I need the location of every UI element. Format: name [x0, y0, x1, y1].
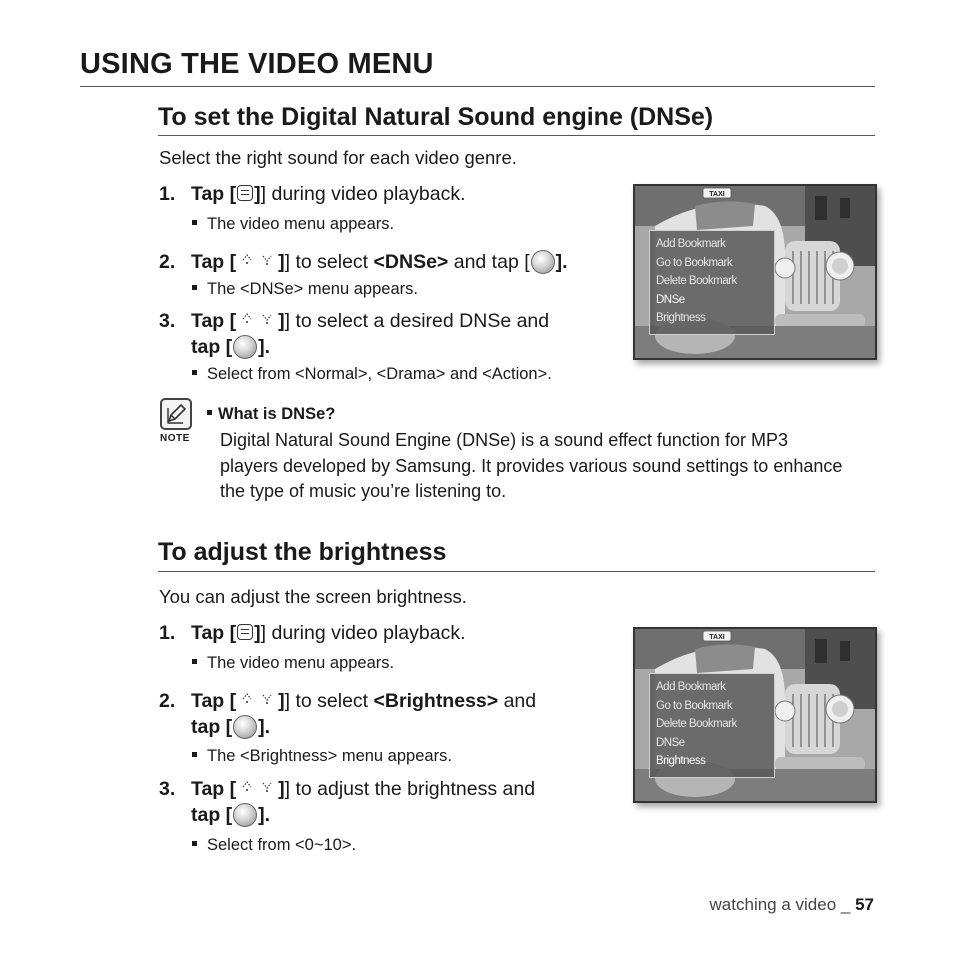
step-text: ].	[258, 804, 271, 826]
step-text: Tap [	[191, 183, 237, 205]
step-text: tap [	[191, 336, 233, 358]
menu-item-go-to-bookmark[interactable]: Go to Bookmark	[656, 699, 733, 712]
menu-item-add-bookmark[interactable]: Add Bookmark	[656, 238, 726, 250]
step-text: ] to adjust the brightness and	[284, 778, 536, 800]
step-text: Tap [	[191, 778, 237, 800]
section-intro-dnse: Select the right sound for each video genre.	[159, 147, 517, 168]
video-menu-panel	[649, 673, 775, 778]
page-footer	[710, 895, 874, 915]
menu-item-dnse[interactable]: DNSe	[656, 736, 685, 749]
note-pencil-icon	[160, 398, 192, 430]
note-label: NOTE	[160, 433, 190, 444]
up-down-arrows-icon	[237, 689, 277, 709]
step-3-dnse-result: Select from <Normal>, <Drama> and <Action>.	[192, 365, 552, 384]
step-2-dnse-result: The <DNSe> menu appears.	[192, 280, 418, 299]
select-button-icon	[531, 250, 555, 274]
section-intro-brightness: You can adjust the screen brightness.	[159, 586, 467, 607]
section-rule-dnse	[158, 135, 875, 136]
step-1-brightness-result: The video menu appears.	[192, 654, 394, 673]
taxi-sign-text: TAXI	[709, 191, 725, 198]
menu-item-dnse[interactable]: DNSe	[656, 293, 685, 306]
menu-item-brightness[interactable]: Brightness	[656, 755, 706, 767]
menu-item-go-to-bookmark[interactable]: Go to Bookmark	[656, 256, 733, 269]
menu-item-delete-bookmark[interactable]: Delete Bookmark	[656, 718, 737, 730]
video-menu-panel	[649, 230, 775, 335]
select-button-icon	[233, 803, 257, 827]
select-button-icon	[233, 715, 257, 739]
step-number: 1.	[159, 622, 176, 644]
step-number: 1.	[159, 183, 176, 205]
select-button-icon	[233, 335, 257, 359]
step-text: Tap [	[191, 690, 237, 712]
step-2-brightness-result: The <Brightness> menu appears.	[192, 747, 452, 766]
up-down-arrows-icon	[237, 309, 277, 329]
step-number: 2.	[159, 251, 176, 273]
step-text: ] to select	[284, 690, 374, 712]
step-3-brightness-result: Select from <0~10>.	[192, 836, 356, 855]
step-number: 3.	[159, 778, 176, 800]
section-title-brightness: To adjust the brightness	[158, 538, 447, 566]
step-text: ] during video playback.	[260, 622, 466, 644]
footer-section: watching a video _	[709, 895, 856, 914]
step-text: tap [	[191, 804, 233, 826]
menu-item-delete-bookmark[interactable]: Delete Bookmark	[656, 275, 737, 287]
menu-item-brightness[interactable]: Brightness	[656, 312, 706, 324]
step-text: ] during video playback.	[260, 183, 466, 205]
step-text: ].	[555, 251, 568, 273]
step-text: ] to select a desired DNSe and	[284, 310, 550, 332]
page-number: 57	[855, 895, 874, 914]
up-down-arrows-icon	[237, 777, 277, 797]
step-text: ] to select	[284, 251, 374, 273]
step-text: and tap [	[448, 251, 530, 273]
step-text: Tap [	[191, 622, 237, 644]
device-screen-brightness	[633, 627, 877, 803]
step-1-dnse-result: The video menu appears.	[192, 215, 394, 234]
up-down-arrows-icon	[237, 250, 277, 270]
note-body: Digital Natural Sound Engine (DNSe) is a sound effect function for MP3 players developed by Samsung. It provides various sound settings to enhance the type of music you’re listening to.	[220, 430, 843, 501]
step-text: and	[498, 690, 537, 712]
step-number: 3.	[159, 310, 176, 332]
step-text: ].	[258, 716, 271, 738]
menu-option-name: <DNSe>	[373, 251, 449, 273]
section-title-dnse: To set the Digital Natural Sound engine (DNSe)	[158, 103, 714, 131]
step-text: ].	[258, 336, 271, 358]
section-rule-brightness	[158, 571, 875, 572]
step-text: tap [	[191, 716, 233, 738]
step-text: Tap [	[191, 251, 237, 273]
menu-button-icon	[237, 185, 253, 201]
taxi-sign-text: TAXI	[709, 634, 725, 641]
device-screen-dnse	[633, 184, 877, 360]
step-number: 2.	[159, 690, 176, 712]
step-text: Tap [	[191, 310, 237, 332]
title-rule	[80, 86, 875, 87]
page-title: USING THE VIDEO MENU	[80, 48, 434, 80]
menu-item-add-bookmark[interactable]: Add Bookmark	[656, 681, 726, 693]
menu-button-icon	[237, 624, 253, 640]
menu-option-name: <Brightness>	[373, 690, 499, 712]
note-heading: What is DNSe?	[207, 405, 335, 424]
